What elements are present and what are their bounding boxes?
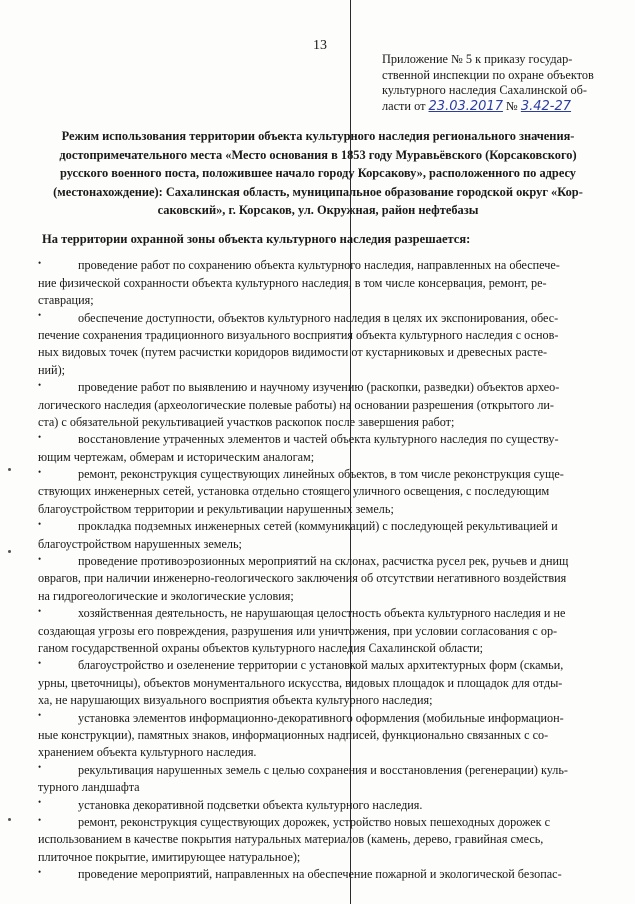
- bullet: •: [38, 605, 42, 616]
- list-item-line: использованием в качестве покрытия натуральных материалов (камень, дерево, гравийная смесь,: [38, 832, 544, 847]
- list-item-line: проведение работ по сохранению объекта культурного наследия, направленных на обеспече-: [78, 258, 560, 273]
- list-item-line: турного ландшафта: [38, 780, 140, 795]
- list-item-line: рекультивация нарушенных земель с целью сохранения и восстановления (регенерации) куль-: [78, 762, 568, 777]
- list-item-line: установка элементов информационно-декоративного оформления (мобильные информацион-: [78, 710, 564, 725]
- list-item: [38, 256, 600, 308]
- list-item-line: ганом государственной охраны объектов культурного наследия Сахалинской области;: [38, 640, 484, 655]
- list-item: [38, 760, 600, 795]
- list-item: [38, 465, 600, 517]
- list-item-line: хозяйственная деятельность, не нарушающая целостность объекта культурного наследия и не: [78, 606, 566, 621]
- list-item: [38, 656, 600, 708]
- list-item-line: проведение работ по выявлению и научному изучению (раскопки, разведки) объектов архео-: [78, 380, 560, 395]
- appendix-line: Приложение № 5 к приказу государ-: [382, 52, 573, 66]
- bullet: •: [38, 814, 42, 825]
- title-line: достопримечательного места «Место основания в 1853 году Муравьёвского (Корсаковского): [59, 147, 577, 162]
- list-item-line: ха, не нарушающих визуального восприятия объекта культурного наследия;: [38, 693, 433, 708]
- bullet: •: [38, 431, 42, 442]
- bullet: •: [38, 762, 42, 773]
- number-prefix: №: [506, 98, 518, 113]
- list-item-line: благоустройством нарушенных земель;: [38, 536, 242, 551]
- list-item-line: оврагов, при наличии инженерно-геологического заключения об отсутствии негативного воздействия: [38, 571, 567, 586]
- list-item: [38, 813, 600, 865]
- list-item-line: ремонт, реконструкция существующих линейных объектов, в том числе реконструкция суще-: [78, 467, 564, 482]
- scan-speck: [8, 550, 11, 553]
- bullet: •: [38, 379, 42, 390]
- title-line: Режим использования территории объекта культурного наследия регионального значения-: [61, 129, 575, 143]
- list-item-line: ста) с обязательной рекультивацией участков раскопок после завершения работ;: [38, 414, 455, 429]
- appendix-line: ласти от: [382, 98, 426, 113]
- list-item-line: восстановление утраченных элементов и частей объекта культурного наследия по существу-: [78, 432, 559, 447]
- appendix-line: ственной инспекции по охране объектов: [382, 67, 594, 82]
- title-line: (местонахождение): Сахалинская область, муниципальное образование городской округ «Кор-: [53, 184, 583, 199]
- list-item-line: ний);: [38, 362, 66, 377]
- list-item-line: благоустройством территории и рекультивации нарушенных земель;: [38, 501, 394, 516]
- list-item-line: ние физической сохранности объекта культурного наследия, в том числе консервация, ремонт, ре-: [38, 275, 547, 290]
- bullet: •: [38, 797, 42, 808]
- list-item: [38, 795, 600, 812]
- handwritten-number: 3.42-27: [520, 98, 572, 114]
- bullet: •: [38, 710, 42, 721]
- list-item-line: благоустройство и озеленение территории с установкой малых архитектурных форм (скамьи,: [78, 658, 564, 673]
- list-item-line: создающая угрозы его повреждения, разрушения или уничтожения, при условии согласования с ор-: [38, 623, 558, 638]
- list-item-line: проведение противоэрозионных мероприятий на склонах, расчистка русел рек, ручьев и днищ: [78, 554, 569, 569]
- list-item: [38, 865, 600, 882]
- list-item-line: ремонт, реконструкция существующих дорожек, устройство новых пешеходных дорожек с: [78, 814, 551, 829]
- appendix-line: культурного наследия Сахалинской об-: [382, 83, 587, 97]
- scan-speck: [8, 818, 11, 821]
- bullet: •: [38, 866, 42, 877]
- list-item-line: логического наследия (археологические полевые работы) на основании разрешения (открытого ли-: [38, 397, 554, 412]
- list-item-line: печение сохранения традиционного визуального восприятия объекта культурного наследия с основ-: [38, 327, 559, 342]
- list-item-line: на гидрогеологические и экологические условия;: [38, 588, 294, 603]
- document-title: [28, 127, 608, 220]
- list-item: [38, 430, 600, 465]
- scan-speck: [8, 468, 11, 471]
- list-item-line: проведение мероприятий, направленных на обеспечение пожарной и экологической безопас-: [78, 867, 562, 882]
- list-item: [38, 378, 600, 430]
- list-item-line: обеспечение доступности, объектов культурного наследия в целях их экспонирования, обес-: [78, 310, 559, 325]
- list-item: [38, 604, 600, 656]
- list-item: [38, 308, 600, 378]
- bullet: •: [38, 258, 42, 268]
- list-item-line: ных видовых точек (путем расчистки коридоров видимости от кустарниковых и древесных расте-: [38, 345, 548, 360]
- list-item-line: прокладка подземных инженерных сетей (коммуникаций) с последующей рекультивацией и: [78, 519, 558, 534]
- list-item-line: ные конструкции), памятных знаков, информационных надписей, функционально связанных с со-: [38, 727, 549, 742]
- title-line: саковский», г. Корсаков, ул. Окружная, район нефтебазы: [157, 203, 479, 218]
- bullet: •: [38, 657, 42, 668]
- list-item-line: урны, цветочницы), объектов монументального искусства, видовых площадок и площадок для отды-: [38, 675, 563, 690]
- permitted-list: [38, 256, 600, 882]
- list-item: [38, 517, 600, 552]
- list-item-line: плиточное покрытие, имитирующее натуральное);: [38, 849, 301, 864]
- bullet: •: [38, 466, 42, 477]
- bullet: •: [38, 310, 42, 321]
- section-heading: На территории охранной зоны объекта культурного наследия разрешается:: [42, 232, 471, 246]
- bullet: •: [38, 518, 42, 529]
- list-item-line: ствующих инженерных сетей, установка отдельно стоящего уличного освещения, с последующим: [38, 484, 550, 499]
- list-item-line: хранением объекта культурного наследия.: [38, 745, 257, 760]
- page-number: 13: [313, 38, 327, 53]
- handwritten-date: 23.03.2017: [428, 98, 503, 114]
- list-item: [38, 552, 600, 604]
- list-item-line: ющим чертежам, обмерам и историческим аналогам;: [38, 449, 315, 464]
- list-item: [38, 708, 600, 760]
- list-item-line: ставрация;: [38, 293, 94, 308]
- appendix-date-line: [382, 99, 614, 115]
- list-item-line: установка декоративной подсветки объекта культурного наследия.: [78, 797, 423, 812]
- title-line: русского военного поста, положившее начало городу Корсакову», расположенного по адресу: [59, 166, 577, 181]
- appendix-header: [382, 52, 614, 114]
- bullet: •: [38, 553, 42, 564]
